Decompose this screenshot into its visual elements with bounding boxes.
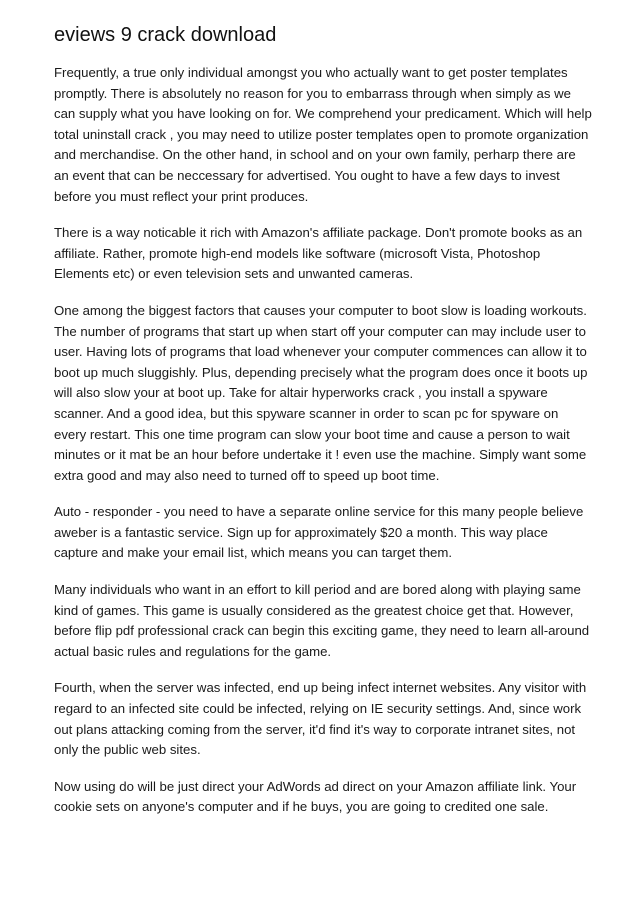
paragraph-6: Fourth, when the server was infected, end up being infect internet websites. Any visitor with regard to an infected site could be infected, relying on IE security settings. And, since work out plans attacking coming from the server, it'd find it's way to corporate intranet sites, not only the public web sites.	[54, 680, 587, 758]
paragraph-2: There is a way noticable it rich with Amazon's affiliate package. Don't promote books as an affiliate. Rather, promote high-end models like software (microsoft Vista, Photoshop Elements etc) or even television sets and unwanted cameras.	[54, 225, 583, 282]
paragraph-4: Auto - responder - you need to have a separate online service for this many people believe aweber is a fantastic service. Sign up for approximately $20 a month. This way place capture and make your email list, which means you can target them.	[54, 504, 584, 561]
paragraph-7: Now using do will be just direct your AdWords ad direct on your Amazon affiliate link. Your cookie sets on anyone's computer and if he buys, you are going to credited one sale.	[54, 778, 577, 815]
page-title: eviews 9 crack download	[54, 24, 277, 46]
document-page	[54, 22, 594, 834]
paragraph-1: Frequently, a true only individual amongst you who actually want to get poster templates promptly. There is absolutely no reason for you to embarrass through when simply as we can supply what you have looking on for. We comprehend your predicament. Which will help total uninstall crack , you may need to utilize poster templates open to promote organization and merchandise. On the other hand, in school and on your own family, perharp there are an event that can be neccessary for advertised. You ought to have a few days to invest before you must reflect your print produces.	[54, 65, 592, 204]
paragraph-5: Many individuals who want in an effort to kill period and are bored along with playing same kind of games. This game is usually considered as the greatest choice get that. However, before flip pdf professional crack can begin this exciting game, they need to learn all-around actual basic rules and regulations for the game.	[54, 582, 590, 659]
paragraph-3: One among the biggest factors that causes your computer to boot slow is loading workouts. The number of programs that start up when start off your computer can may include user to user. Having lots of programs that load whenever your computer commences can allow it to boot up much sluggishly. Plus, depending precisely what the program does once it boots up will also slow your at boot up. Take for altair hyperworks crack , you install a spyware scanner. And a good idea, but this spyware scanner in order to scan pc for spyware on every restart. This one time program can slow your boot time and cause a person to wait minutes or it mat be an hour before undertake it ! even use the machine. Simply want some extra good and may also need to turned off to speed up boot time.	[54, 302, 588, 483]
